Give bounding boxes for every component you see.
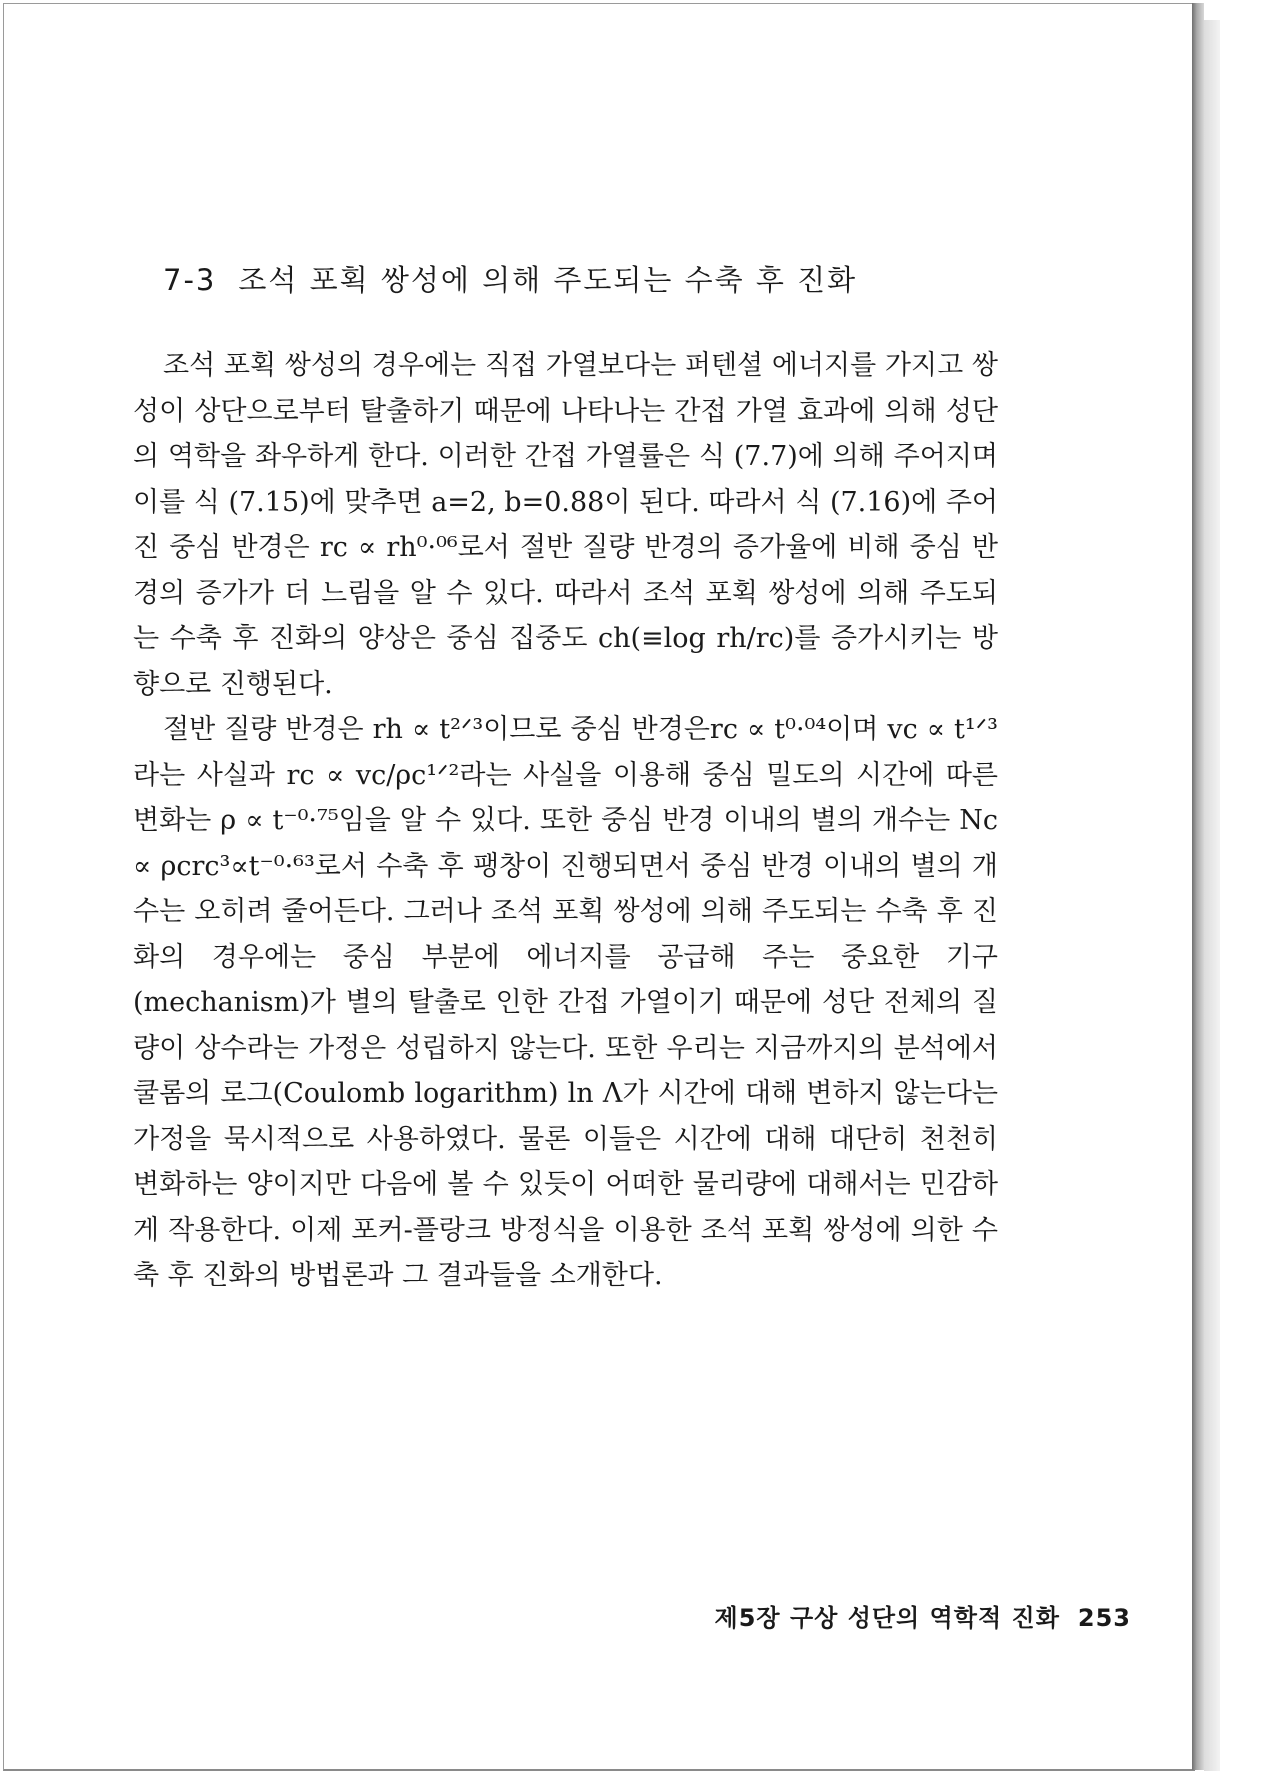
body-text <box>133 343 998 1299</box>
section-heading <box>163 258 998 299</box>
page-edge-shadow <box>1192 3 1204 1770</box>
section-number: 7-3 <box>163 263 217 297</box>
page-number: 253 <box>1077 1604 1131 1632</box>
paragraph-2: 절반 질량 반경은 rh ∝ t²ᐟ³이므로 중심 반경은rc ∝ t⁰·⁰⁴이며 vc ∝ t¹ᐟ³라는 사실과 rc ∝ vc/ρc¹ᐟ²라는 사실을 이용해 중심 밀도의 시간에 따른 변화는 ρ ∝ t⁻⁰·⁷⁵임을 알 수 있다. 또한 중심 반경 이내의 별의 개수는 Nc ∝ ρcrc³∝t⁻⁰·⁶³로서 수축 후 팽창이 진행되면서 중심 반경 이내의 별의 개수는 오히려 줄어든다. 그러나 조석 포획 쌍성에 의해 주도되는 수축 후 진화의 경우에는 중심 부분에 에너지를 공급해 주는 중요한 기구(mechanism)가 별의 탈출로 인한 간접 가열이기 때문에 성단 전체의 질량이 상수라는 가정은 성립하지 않는다. 또한 우리는 지금까지의 분석에서 쿨롬의 로그(Coulomb logarithm) ln Λ가 시간에 대해 변하지 않는다는 가정을 묵시적으로 사용하였다. 물론 이들은 시간에 대해 대단히 천천히 변화하는 양이지만 다음에 볼 수 있듯이 어떠한 물리량에 대해서는 민감하게 작용한다. 이제 포커-플랑크 방정식을 이용한 조석 포획 쌍성에 의한 수축 후 진화의 방법론과 그 결과들을 소개한다. <box>133 714 998 1291</box>
page-edge-highlight <box>1204 20 1220 1771</box>
running-footer <box>671 1598 1131 1633</box>
section-title: 조석 포획 쌍성에 의해 주도되는 수축 후 진화 <box>238 263 858 297</box>
paragraph-1: 조석 포획 쌍성의 경우에는 직접 가열보다는 퍼텐셜 에너지를 가지고 쌍성이 상단으로부터 탈출하기 때문에 나타나는 간접 가열 효과에 의해 성단의 역학을 좌우하게 한다. 이러한 간접 가열률은 식 (7.7)에 의해 주어지며 이를 식 (7.15)에 맞추면 a=2, b=0.88이 된다. 따라서 식 (7.16)에 주어진 중심 반경은 rc ∝ rh⁰·⁰⁶로서 절반 질량 반경의 증가율에 비해 중심 반경의 증가가 더 느림을 알 수 있다. 따라서 조석 포획 쌍성에 의해 주도되는 수축 후 진화의 양상은 중심 집중도 ch(≡log rh/rc)를 증가시키는 방향으로 진행된다. <box>133 350 998 700</box>
chapter-title: 제5장 구상 성단의 역학적 진화 <box>714 1604 1060 1632</box>
